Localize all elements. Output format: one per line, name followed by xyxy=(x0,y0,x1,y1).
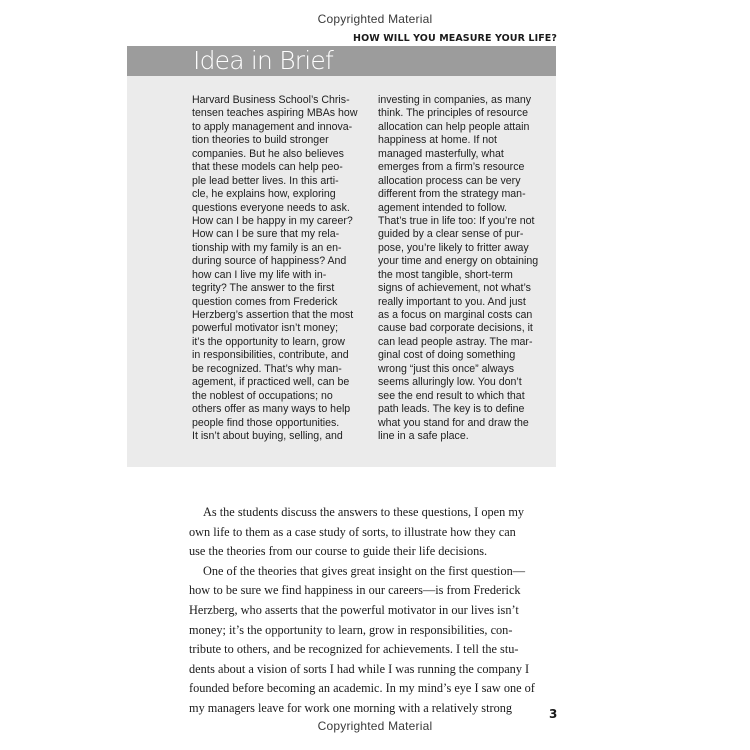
sidebar-text-line: ginal cost of doing something xyxy=(378,349,516,362)
running-head: HOW WILL YOU MEASURE YOUR LIFE? xyxy=(353,33,557,44)
sidebar-text-line: see the end result to which that xyxy=(378,389,525,402)
sidebar-text-line: tion theories to build stronger xyxy=(192,134,329,147)
sidebar-text-line: path leads. The key is to define xyxy=(378,403,525,416)
sidebar-text-line: tensen teaches aspiring MBAs how xyxy=(192,107,358,120)
sidebar-text-line: happiness at home. If not xyxy=(378,134,497,147)
body-text-line: One of the theories that gives great insight on the first question— xyxy=(203,563,526,578)
body-text-line: As the students discuss the answers to these questions, I open my xyxy=(203,505,525,519)
sidebar-header xyxy=(127,46,556,76)
body-text xyxy=(189,503,561,719)
sidebar-text-line: Herzberg’s assertion that the most xyxy=(192,309,354,321)
sidebar-text-line: how can I live my life with in- xyxy=(192,268,327,281)
body-text-line: use the theories from our course to guide their life decisions. xyxy=(189,544,488,559)
body-text-line: tribute to others, and be recognized for achievements. I tell the stu- xyxy=(189,642,519,657)
sidebar-text-line: as a focus on marginal costs can xyxy=(378,309,533,321)
sidebar-title: Idea in Brief xyxy=(193,46,334,75)
sidebar-text-line: agement intended to follow. xyxy=(378,201,507,214)
body-text-line: my managers leave for work one morning with a relatively strong xyxy=(189,700,513,715)
sidebar-text-line: emerges from a firm’s resource xyxy=(378,161,525,174)
sidebar-text-line: How can I be sure that my rela- xyxy=(192,228,340,241)
copyright-watermark-bottom: Copyrighted Material xyxy=(317,719,433,733)
sidebar-text-line: people find those opportunities. xyxy=(192,416,340,429)
idea-in-brief-sidebar xyxy=(127,46,556,467)
page-number: 3 xyxy=(549,707,558,721)
sidebar-text-line: different from the strategy man- xyxy=(378,188,526,201)
sidebar-text-line: can lead people astray. The mar- xyxy=(378,335,533,348)
sidebar-text-line: agement, if practiced well, can be xyxy=(192,376,350,389)
sidebar-text-line: seems alluringly low. You don’t xyxy=(378,376,522,389)
sidebar-text-line: powerful motivator isn’t money; xyxy=(192,322,339,335)
sidebar-text-line: the most tangible, short-term xyxy=(378,268,513,281)
sidebar-text-line: during source of happiness? And xyxy=(192,255,347,268)
body-text-line: dents about a vision of sorts I had while I was running the company I xyxy=(189,661,530,676)
sidebar-text-line: investing in companies, as many xyxy=(378,94,532,106)
sidebar-text-line: be recognized. That’s why man- xyxy=(192,362,342,375)
sidebar-text-line: that these models can help peo- xyxy=(192,161,343,174)
sidebar-text-line: line in a safe place. xyxy=(378,429,469,442)
sidebar-text-line: question comes from Frederick xyxy=(192,295,338,308)
sidebar-text-line: allocation can help people attain xyxy=(378,120,530,133)
sidebar-text-line: tionship with my family is an en- xyxy=(192,241,342,254)
body-text-line: Herzberg, who asserts that the powerful motivator in our lives isn’t xyxy=(189,602,519,617)
sidebar-text-line: it’s the opportunity to learn, grow xyxy=(192,335,345,348)
body-text-line: how to be sure we find happiness in our careers—is from Frederick xyxy=(189,583,521,598)
sidebar-text-line: questions everyone needs to ask. xyxy=(192,201,350,214)
sidebar-text-line: companies. But he also believes xyxy=(192,147,344,160)
sidebar-text-line: think. The principles of resource xyxy=(378,107,528,120)
body-text-line: founded before becoming an academic. In my mind’s eye I saw one of xyxy=(189,681,535,696)
sidebar-text-line: wrong “just this once” always xyxy=(378,362,515,375)
sidebar-text-line: managed masterfully, what xyxy=(378,147,504,160)
sidebar-column-right xyxy=(378,94,550,443)
sidebar-text-line: How can I be happy in my career? xyxy=(192,214,353,227)
sidebar-text-line: in responsibilities, contribute, and xyxy=(192,349,349,362)
sidebar-text-line: cle, he explains how, exploring xyxy=(192,188,336,201)
sidebar-text-line: cause bad corporate decisions, it xyxy=(378,322,533,335)
sidebar-text-line: pose, you’re likely to fritter away xyxy=(378,241,529,254)
sidebar-text-line: tegrity? The answer to the first xyxy=(192,282,335,295)
body-text-line: own life to them as a case study of sorts, to illustrate how they can xyxy=(189,524,516,539)
sidebar-text-line: Harvard Business School’s Chris- xyxy=(192,94,350,106)
sidebar-text-line: the noblest of occupations; no xyxy=(192,389,333,402)
sidebar-text-line: your time and energy on obtaining xyxy=(378,255,539,268)
sidebar-text-line: guided by a clear sense of pur- xyxy=(378,228,524,241)
sidebar-text-line: That’s true in life too: If you’re not xyxy=(378,214,535,227)
sidebar-text-line: really important to you. And just xyxy=(378,295,526,308)
sidebar-text-line: signs of achievement, not what’s xyxy=(378,282,531,295)
sidebar-text-line: others offer as many ways to help xyxy=(192,403,351,416)
copyright-watermark-top: Copyrighted Material xyxy=(317,12,433,26)
sidebar-text-line: what you stand for and draw the xyxy=(378,416,529,429)
sidebar-column-left xyxy=(192,94,370,443)
sidebar-text-line: It isn’t about buying, selling, and xyxy=(192,429,343,442)
body-text-line: money; it’s the opportunity to learn, grow in responsibilities, con- xyxy=(189,622,513,637)
sidebar-text-line: allocation process can be very xyxy=(378,174,521,187)
sidebar-text-line: ple lead better lives. In this arti- xyxy=(192,174,339,187)
sidebar-text-line: to apply management and innova- xyxy=(192,120,353,133)
